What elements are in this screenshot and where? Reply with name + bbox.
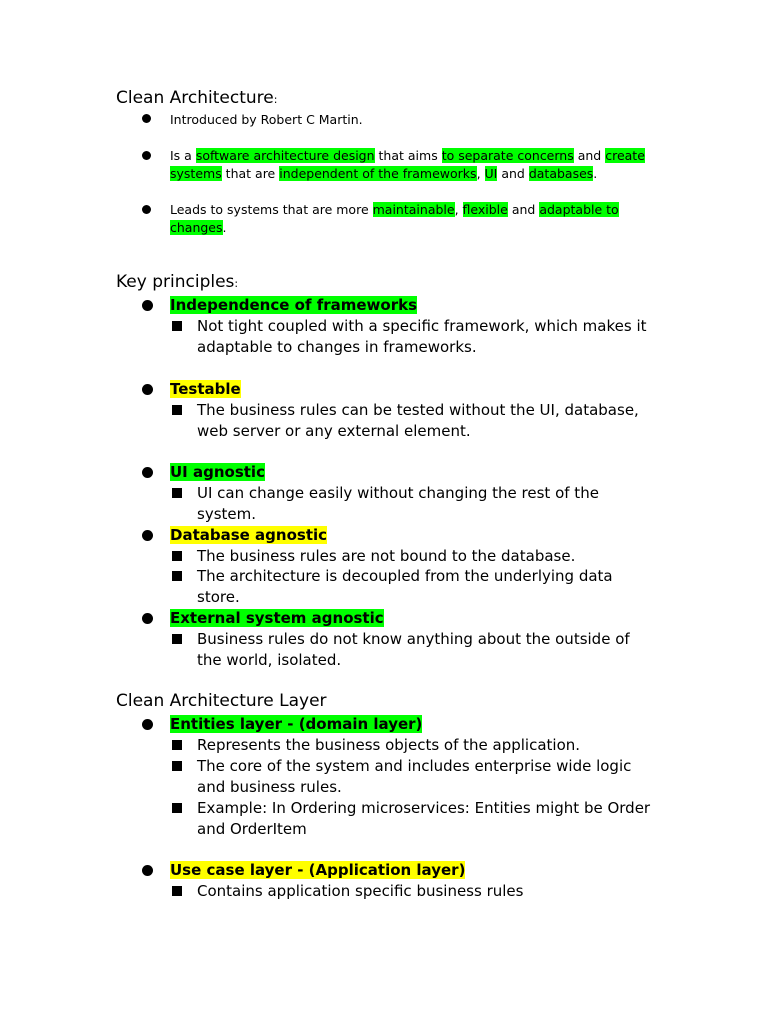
bullet-square <box>172 886 182 896</box>
bullet-dot <box>142 467 153 478</box>
highlight: software architecture design <box>195 148 375 163</box>
bullet-square <box>172 551 182 561</box>
heading-key-principles <box>116 272 238 292</box>
bullet-square <box>172 488 182 498</box>
highlight: independent of the frameworks <box>279 166 477 181</box>
bullet-square <box>172 405 182 415</box>
layer-detail: The core of the system and includes enterprise wide logic and business rules. <box>197 757 632 796</box>
bullet-square <box>172 321 182 331</box>
highlight: Testable <box>170 380 241 398</box>
text: , <box>476 166 485 181</box>
highlight: Independence of frameworks <box>170 296 418 314</box>
bullet-square <box>172 761 182 771</box>
text: that aims <box>374 148 442 163</box>
highlight: Use case layer - (Application layer) <box>170 861 466 879</box>
text: and <box>507 202 540 217</box>
bullet-dot <box>142 205 151 214</box>
heading-clean-architecture <box>116 88 277 108</box>
bullet-square <box>172 634 182 644</box>
bullet-dot <box>142 865 153 876</box>
principle-title-4 <box>170 525 327 545</box>
layer-title-1 <box>170 714 422 734</box>
highlight: External system agnostic <box>170 609 384 627</box>
bullet-dot <box>142 530 153 541</box>
highlight: Database agnostic <box>170 526 328 544</box>
highlight: flexible <box>462 202 508 217</box>
bullet-square <box>172 571 182 581</box>
intro-item-3 <box>170 201 650 237</box>
highlight: create systems <box>170 148 645 181</box>
layer-detail: Example: In Ordering microservices: Entities might be Order and OrderItem <box>197 799 651 838</box>
text: . <box>593 166 598 181</box>
highlight: UI agnostic <box>170 463 265 481</box>
principle-detail: Not tight coupled with a specific framework, which makes it adaptable to changes in frameworks. <box>197 317 647 356</box>
principle-title-2 <box>170 379 241 399</box>
highlight: adaptable to changes <box>170 202 619 235</box>
highlight: databases <box>528 166 594 181</box>
bullet-dot <box>142 151 151 160</box>
heading-text: Clean Architecture <box>116 88 274 108</box>
text: , <box>454 202 463 217</box>
principle-detail: The business rules are not bound to the database. <box>197 547 576 565</box>
layer-title-2 <box>170 860 465 880</box>
principle-title-5 <box>170 608 384 628</box>
highlight: maintainable <box>372 202 455 217</box>
heading-text: Clean Architecture Layer <box>116 691 327 711</box>
heading-colon: : <box>234 277 239 290</box>
text: and <box>573 148 606 163</box>
principle-detail: UI can change easily without changing the rest of the system. <box>197 484 599 523</box>
heading-text: Key principles <box>116 272 235 292</box>
bullet-dot <box>142 613 153 624</box>
intro-item-2 <box>170 147 650 183</box>
bullet-dot <box>142 384 153 395</box>
layer-detail: Represents the business objects of the application. <box>197 736 581 754</box>
intro-item-1: Introduced by Robert C Martin. <box>170 112 363 127</box>
text: and <box>497 166 529 181</box>
highlight: Entities layer - (domain layer) <box>170 715 423 733</box>
bullet-dot <box>142 300 153 311</box>
text: Leads to systems that are more <box>170 202 373 217</box>
text: that are <box>221 166 280 181</box>
highlight: to separate concerns <box>441 148 574 163</box>
principle-detail: The business rules can be tested without the UI, database, web server or any external element. <box>197 401 639 440</box>
bullet-square <box>172 803 182 813</box>
layer-detail: Contains application specific business rules <box>197 882 524 900</box>
principle-detail: Business rules do not know anything about the outside of the world, isolated. <box>197 630 630 669</box>
principle-title-3 <box>170 462 265 482</box>
bullet-dot <box>142 719 153 730</box>
text: . <box>222 220 227 235</box>
heading-colon: : <box>273 93 278 106</box>
principle-title-1 <box>170 295 417 315</box>
bullet-square <box>172 740 182 750</box>
highlight: UI <box>484 166 498 181</box>
text: Is a <box>170 148 196 163</box>
heading-clean-architecture-layer <box>116 691 327 711</box>
principle-detail: The architecture is decoupled from the underlying data store. <box>197 567 613 606</box>
bullet-dot <box>142 114 151 123</box>
